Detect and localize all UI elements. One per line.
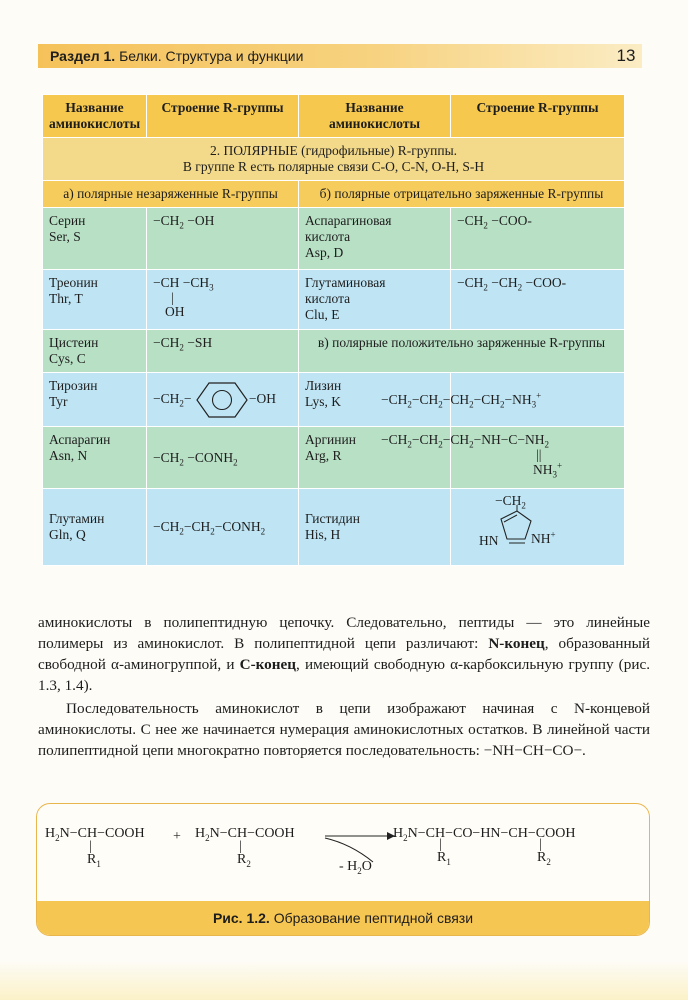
aa-glutamine: Глутамин Gln, Q [43,489,147,566]
aa-tyrosine: Тирозин Tyr [43,373,147,427]
serine-r-group: $-CH_2 -OH$ [147,208,299,270]
dipeptide-product: $H_2N-CH-CO-HN-CH-COOH$ | $R_1$ | $R_2$ [393,826,576,867]
plus-sign: + [173,829,181,844]
aa-threonine: Треонин Thr, T [43,270,147,330]
reactant-2: $H_2N-CH-COOH$ | $R_2$ [195,826,295,869]
table-row [43,489,625,566]
subheading-positive: в) полярные положительно заряженные R-группы [299,330,625,373]
reactant-1: $H_2N-CH-COOH$ | $R_1$ [45,826,145,869]
col-header-name-1: Название аминокислоты [43,95,147,138]
page-number: 13 [616,46,636,65]
glutamine-r-group: $-CH_2-CH_2-CONH_2$ [147,489,299,566]
aspartic-r-group: $-CH_2 -COO-$ [451,208,625,270]
body-text [38,612,650,761]
col-header-name-2: Название аминокислоты [299,95,451,138]
polar-section-line-2: В группе R есть полярные связи C-O, C-N, O-H, S-H [182,159,485,174]
table-row [43,270,625,330]
paragraph-2: Последовательность аминокислот в цепи изображают начиная с N-концевой аминокислоты. С нее же начинается нумерация аминокислотных остатков. В линейной части полипептидной цепи многократно повторяется последовательность: −NH−CH−CO−. [38,700,650,759]
col-header-structure-2: Строение R-группы [451,95,625,138]
histidine-r-group: $-CH_2$ HN NH+ [451,489,625,566]
table-row [43,373,625,427]
section-title: Белки. Структура и функции [115,48,304,64]
asparagine-r-group: $-CH_2$ $-CONH_2$ [147,427,299,489]
polar-section-heading [43,138,625,181]
section-header [38,44,642,68]
aa-asparagine: Аспарагин Asn, N [43,427,147,489]
aa-serine: Серин Ser, S [43,208,147,270]
cysteine-r-group: $-CH_2 -SH$ [147,330,299,373]
figure-caption: Рис. 1.2. Образование пептидной связи [37,901,649,935]
aa-aspartic-acid: Аспарагиновая кислота Asp, D [299,208,451,270]
aa-arginine: Аргинин Arg, R [299,427,451,489]
benzene-ring-icon [195,380,249,420]
polar-section-line-1: 2. ПОЛЯРНЫЕ (гидрофильные) R-группы. [209,143,458,158]
section-label: Раздел 1. [50,48,116,64]
aa-lysine: Лизин Lys, K [299,373,451,427]
threonine-r-group: $-CH -CH_3$ | OH [147,270,299,330]
col-header-structure-1: Строение R-группы [147,95,299,138]
table-row [43,330,625,373]
arginine-r-group: $-CH_2-CH_2-CH_2-NH-C-NH_2$ || $NH_3^+$ [451,427,625,489]
aa-histidine: Гистидин His, H [299,489,451,566]
aa-cysteine: Цистеин Cys, C [43,330,147,373]
figure-peptide-bond [36,803,650,936]
table-row [43,427,625,489]
tyrosine-r-group: $-CH_2- -OH$ [147,373,299,427]
table-header-row [43,95,625,138]
paragraph-1: аминокислоты в полипептидную цепочку. Следовательно, пептиды — это линейные полимеры из аминокислот. В полипептидной цепи различают: N-конец, образованный свободной α-аминогруппой, и C-конец, имеющий свободную α-карбоксильную группу (рис. 1.3, 1.4). [38,614,651,694]
glutamic-r-group: $-CH_2 -CH_2 -COO-$ [451,270,625,330]
lysine-r-group: $-CH_2-CH_2-CH_2-CH_2-NH_3^+$ [451,373,625,427]
page-bottom-band [0,960,688,1000]
subheading-uncharged: а) полярные незаряженные R-группы [43,181,299,208]
aa-glutamic-acid: Глутаминовая кислота Clu, E [299,270,451,330]
subheading-negative: б) полярные отрицательно заряженные R-группы [299,181,625,208]
water-label: - $H_2O$ [339,859,372,876]
table-row [43,208,625,270]
amino-acid-table [42,94,625,566]
